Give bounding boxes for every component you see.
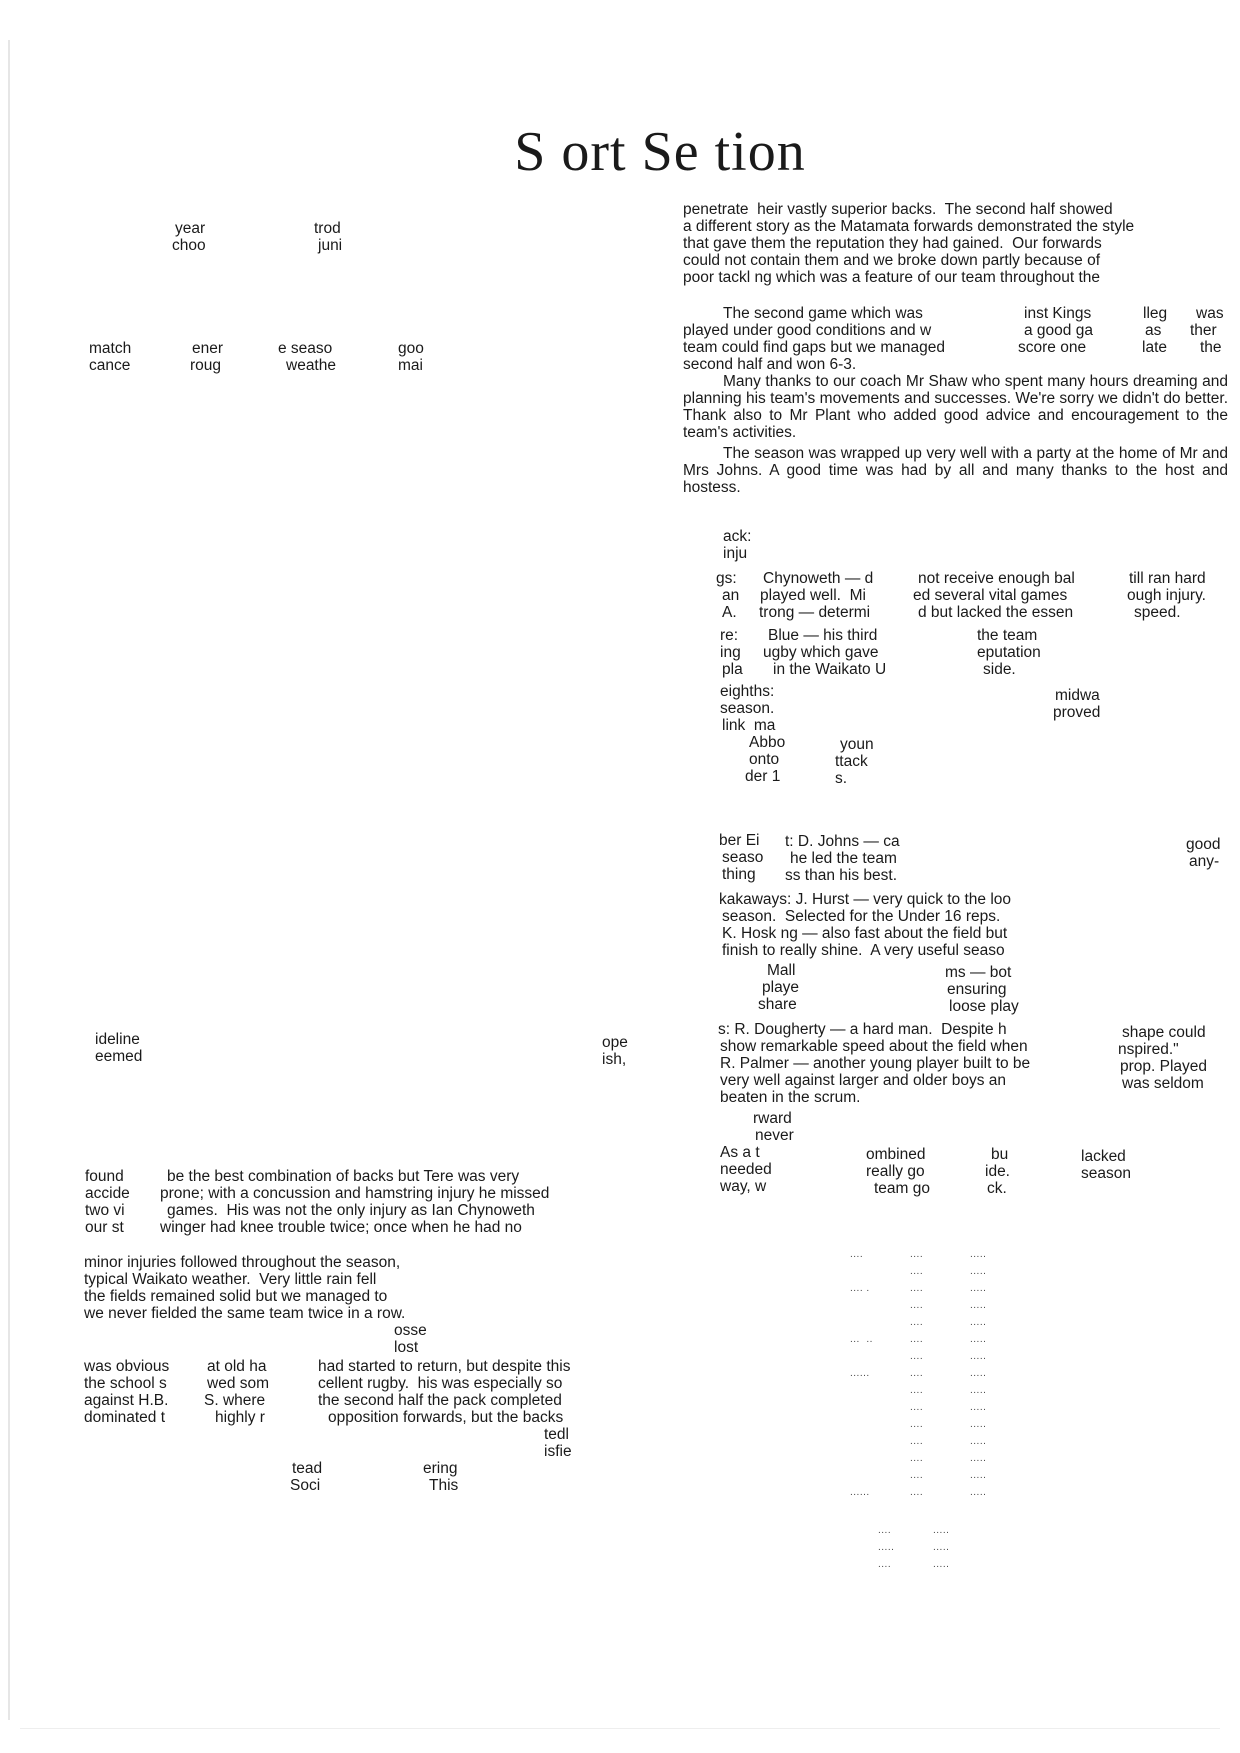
text-fragment: Chynoweth — d [763,570,874,587]
text-line: typical Waikato weather. Very little rain fell [84,1271,377,1288]
text-fragment: lleg [1143,305,1168,322]
text-fragment: score one [1018,339,1087,356]
text-fragment: gs: [716,570,737,587]
text-fragment: was [1196,305,1224,322]
text-fragment: Abbo [749,734,786,751]
text-fragment: prop. Played [1120,1058,1208,1075]
text-line: minor injuries followed throughout the season, [84,1254,401,1271]
text-fragment: share [758,996,797,1013]
text-fragment: eighths: [720,683,775,700]
dotted-cell: ..... [970,1300,987,1311]
dotted-cell: .... [910,1385,924,1396]
dotted-cell: ..... [970,1334,987,1345]
scan-edge [8,40,10,1720]
text-line: show remarkable speed about the field when [720,1038,1028,1055]
text-fragment: ering [423,1460,458,1477]
text-fragment: as [1145,322,1162,339]
text-fragment: season [1081,1165,1131,1182]
dotted-cell: .... [910,1436,924,1447]
text-fragment: dominated t [84,1409,165,1426]
text-fragment: ope [602,1034,628,1051]
text-line: the fields remained solid but we managed to [84,1288,388,1305]
text-fragment: lost [394,1339,419,1356]
text-fragment: ck. [987,1180,1007,1197]
text-fragment: accide [85,1185,130,1202]
text-fragment: tead [292,1460,323,1477]
text-fragment: good [1186,836,1221,853]
text-fragment: tedl [544,1426,569,1443]
text-line: second half and won 6-3. [683,356,857,373]
text-fragment: ideline [95,1031,140,1048]
text-fragment: was seldom [1122,1075,1204,1092]
text-fragment: loose play [949,998,1019,1015]
text-fragment: really go [866,1163,925,1180]
text-fragment: ener [192,340,224,357]
text-fragment: played well. Mi [760,587,866,604]
dotted-cell: ..... [970,1402,987,1413]
text-fragment: s. [835,770,848,787]
text-fragment: ugby which gave [763,644,879,661]
text-fragment: ough injury. [1127,587,1206,604]
dotted-cell: ..... [970,1453,987,1464]
dotted-cell: ..... [970,1419,987,1430]
text-fragment: late [1142,339,1167,356]
text-fragment: bu [991,1146,1009,1163]
text-line: we never fielded the same team twice in a row. [84,1305,406,1322]
text-line: poor tackl ng which was a feature of our team throughout the [683,269,1101,286]
text-fragment: needed [720,1161,772,1178]
text-fragment: pla [722,661,743,678]
text-fragment: onto [749,751,780,768]
text-fragment: t: D. Johns — ca [785,833,900,850]
text-fragment: der 1 [745,768,781,785]
text-fragment: weathe [286,357,336,374]
text-fragment: at old ha [207,1358,267,1375]
text-line: the second half the pack completed [318,1392,562,1409]
text-fragment: trong — determi [759,604,871,621]
text-fragment: e seaso [278,340,333,357]
text-fragment: nspired." [1118,1041,1179,1058]
text-fragment: cance [89,357,131,374]
dotted-cell: .... [910,1249,924,1260]
dotted-cell: ..... [970,1266,987,1277]
text-fragment: against H.B. [84,1392,169,1409]
text-fragment: rward [753,1110,792,1127]
text-fragment: re: [720,627,739,644]
dotted-cell: ..... [970,1283,987,1294]
text-fragment: not receive enough bal [918,570,1075,587]
text-line: penetrate heir vastly superior backs. The second half showed [683,201,1113,218]
dotted-cell: .... [910,1368,924,1379]
text-fragment: juni [318,237,343,254]
dotted-cell: ..... [970,1487,987,1498]
dotted-cell: .... [910,1300,924,1311]
dotted-cell: .... [910,1402,924,1413]
text-fragment: lacked [1081,1148,1126,1165]
dotted-cell: .... [910,1266,924,1277]
text-fragment: S. where [204,1392,266,1409]
text-line: games. His was not the only injury as Ian Chynoweth [167,1202,535,1219]
text-fragment: shape could [1122,1024,1206,1041]
text-fragment: ss than his best. [785,867,898,884]
dotted-cell: ..... [970,1368,987,1379]
text-fragment: way, w [720,1178,767,1195]
text-fragment: an [722,587,740,604]
text-line: s: R. Dougherty — a hard man. Despite h [718,1021,1007,1038]
text-fragment: in the Waikato U [773,661,887,678]
text-fragment: ide. [985,1163,1010,1180]
text-fragment: ish, [602,1051,627,1068]
text-fragment: isfie [544,1443,572,1460]
dotted-cell: .... [878,1525,892,1536]
text-line: season. Selected for the Under 16 reps. [722,908,1001,925]
text-line: had started to return, but despite this [318,1358,571,1375]
text-line: that gave them the reputation they had gained. Our forwards [683,235,1102,252]
dotted-cell: ..... [933,1525,950,1536]
text-line: beaten in the scrum. [720,1089,861,1106]
paragraph-thanks: Many thanks to our coach Mr Shaw who spent many hours dreaming and planning his team's movements and successes. We're sorry we didn't do better. Thank also to Mr Plant who added good advice and encouragement to the team's activities. [683,373,1228,441]
text-fragment: ther [1190,322,1217,339]
text-fragment: proved [1053,704,1101,721]
text-fragment: ed several vital games [913,587,1068,604]
dotted-cell: .... [910,1487,924,1498]
scan-edge [20,1728,1220,1729]
text-line: finish to really shine. A very useful seaso [722,942,1005,959]
text-fragment: team go [874,1180,931,1197]
text-fragment: ttack [835,753,868,770]
text-fragment: This [429,1477,459,1494]
text-line: kakaways: J. Hurst — very quick to the loo [719,891,1012,908]
text-fragment: two vi [85,1202,125,1219]
text-fragment: roug [190,357,222,374]
text-fragment: was obvious [84,1358,170,1375]
text-fragment: Soci [290,1477,321,1494]
text-fragment: goo [398,340,424,357]
text-line: R. Palmer — another young player built to be [720,1055,1031,1072]
text-line: be the best combination of backs but Tere was very [167,1168,520,1185]
paragraph-party: The season was wrapped up very well with a party at the home of Mr and Mrs Johns. A good time was had by all and many thanks to the host and hostess. [683,445,1228,496]
text-fragment: ms — bot [945,964,1012,981]
dotted-cell: ..... [970,1351,987,1362]
text-fragment: wed som [207,1375,270,1392]
text-fragment: our st [85,1219,124,1236]
text-fragment: Blue — his third [768,627,878,644]
text-fragment: thing [722,866,756,883]
text-fragment: the [1200,339,1222,356]
text-fragment: eputation [977,644,1041,661]
text-fragment: inst Kings [1024,305,1092,322]
text-fragment: ing [720,644,741,661]
text-fragment: he led the team [790,850,897,867]
text-line: winger had knee trouble twice; once when he had no [160,1219,522,1236]
text-fragment: inju [723,545,748,562]
dotted-cell: ... .. [850,1334,873,1345]
text-fragment: year [175,220,206,237]
text-line: cellent rugby. his was especially so [318,1375,563,1392]
dotted-cell: .... [910,1453,924,1464]
text-fragment: speed. [1134,604,1181,621]
text-fragment: link ma [722,717,776,734]
text-fragment: youn [840,736,874,753]
text-fragment: As a t [720,1144,760,1161]
text-fragment: ensuring [947,981,1007,998]
text-line: K. Hosk ng — also fast about the field but [722,925,1008,942]
dotted-cell: ..... [970,1317,987,1328]
dotted-cell: ..... [970,1436,987,1447]
text-fragment: ber Ei [719,832,760,849]
text-fragment: the school s [84,1375,167,1392]
text-fragment: seaso [722,849,764,866]
text-fragment: ack: [723,528,752,545]
text-fragment: the team [977,627,1038,644]
text-line: The second game which was [723,305,923,322]
text-fragment: trod [314,220,341,237]
text-fragment: midwa [1055,687,1100,704]
dotted-cell: ...... [850,1368,870,1379]
dotted-cell: .... [850,1249,864,1260]
text-fragment: osse [394,1322,427,1339]
dotted-cell: ..... [970,1470,987,1481]
dotted-cell: ..... [970,1249,987,1260]
text-fragment: eemed [95,1048,143,1065]
text-line: played under good conditions and w [683,322,932,339]
dotted-cell: .... [910,1334,924,1345]
text-fragment: mai [398,357,423,374]
text-fragment: never [755,1127,794,1144]
dotted-cell: .... [878,1559,892,1570]
dotted-cell: .... . [850,1283,870,1294]
text-fragment: match [89,340,132,357]
dotted-cell: .... [910,1351,924,1362]
text-fragment: season. [720,700,775,717]
text-fragment: found [85,1168,124,1185]
dotted-cell: .... [910,1470,924,1481]
dotted-cell: ...... [850,1487,870,1498]
dotted-cell: ..... [933,1559,950,1570]
dotted-cell: ..... [933,1542,950,1553]
text-line: very well against larger and older boys an [720,1072,1007,1089]
dotted-cell: ..... [970,1385,987,1396]
dotted-cell: .... [910,1283,924,1294]
text-fragment: side. [983,661,1016,678]
text-fragment: ombined [866,1146,926,1163]
text-fragment: till ran hard [1129,570,1206,587]
dotted-cell: .... [910,1419,924,1430]
dotted-cell: ..... [878,1542,895,1553]
text-fragment: playe [762,979,800,996]
text-fragment: any- [1189,853,1220,870]
text-line: team could find gaps but we managed [683,339,945,356]
text-fragment: a good ga [1024,322,1093,339]
text-fragment: choo [172,237,206,254]
text-fragment: highly r [215,1409,265,1426]
text-line: prone; with a concussion and hamstring injury he missed [160,1185,550,1202]
dotted-cell: .... [910,1317,924,1328]
text-line: a different story as the Matamata forwards demonstrated the style [683,218,1135,235]
text-line: could not contain them and we broke down partly because of [683,252,1101,269]
text-line: opposition forwards, but the backs [328,1409,564,1426]
page-title: S ort Se tion [514,121,806,183]
text-fragment: A. [722,604,737,621]
text-fragment: d but lacked the essen [918,604,1074,621]
text-fragment: Mall [767,962,796,979]
